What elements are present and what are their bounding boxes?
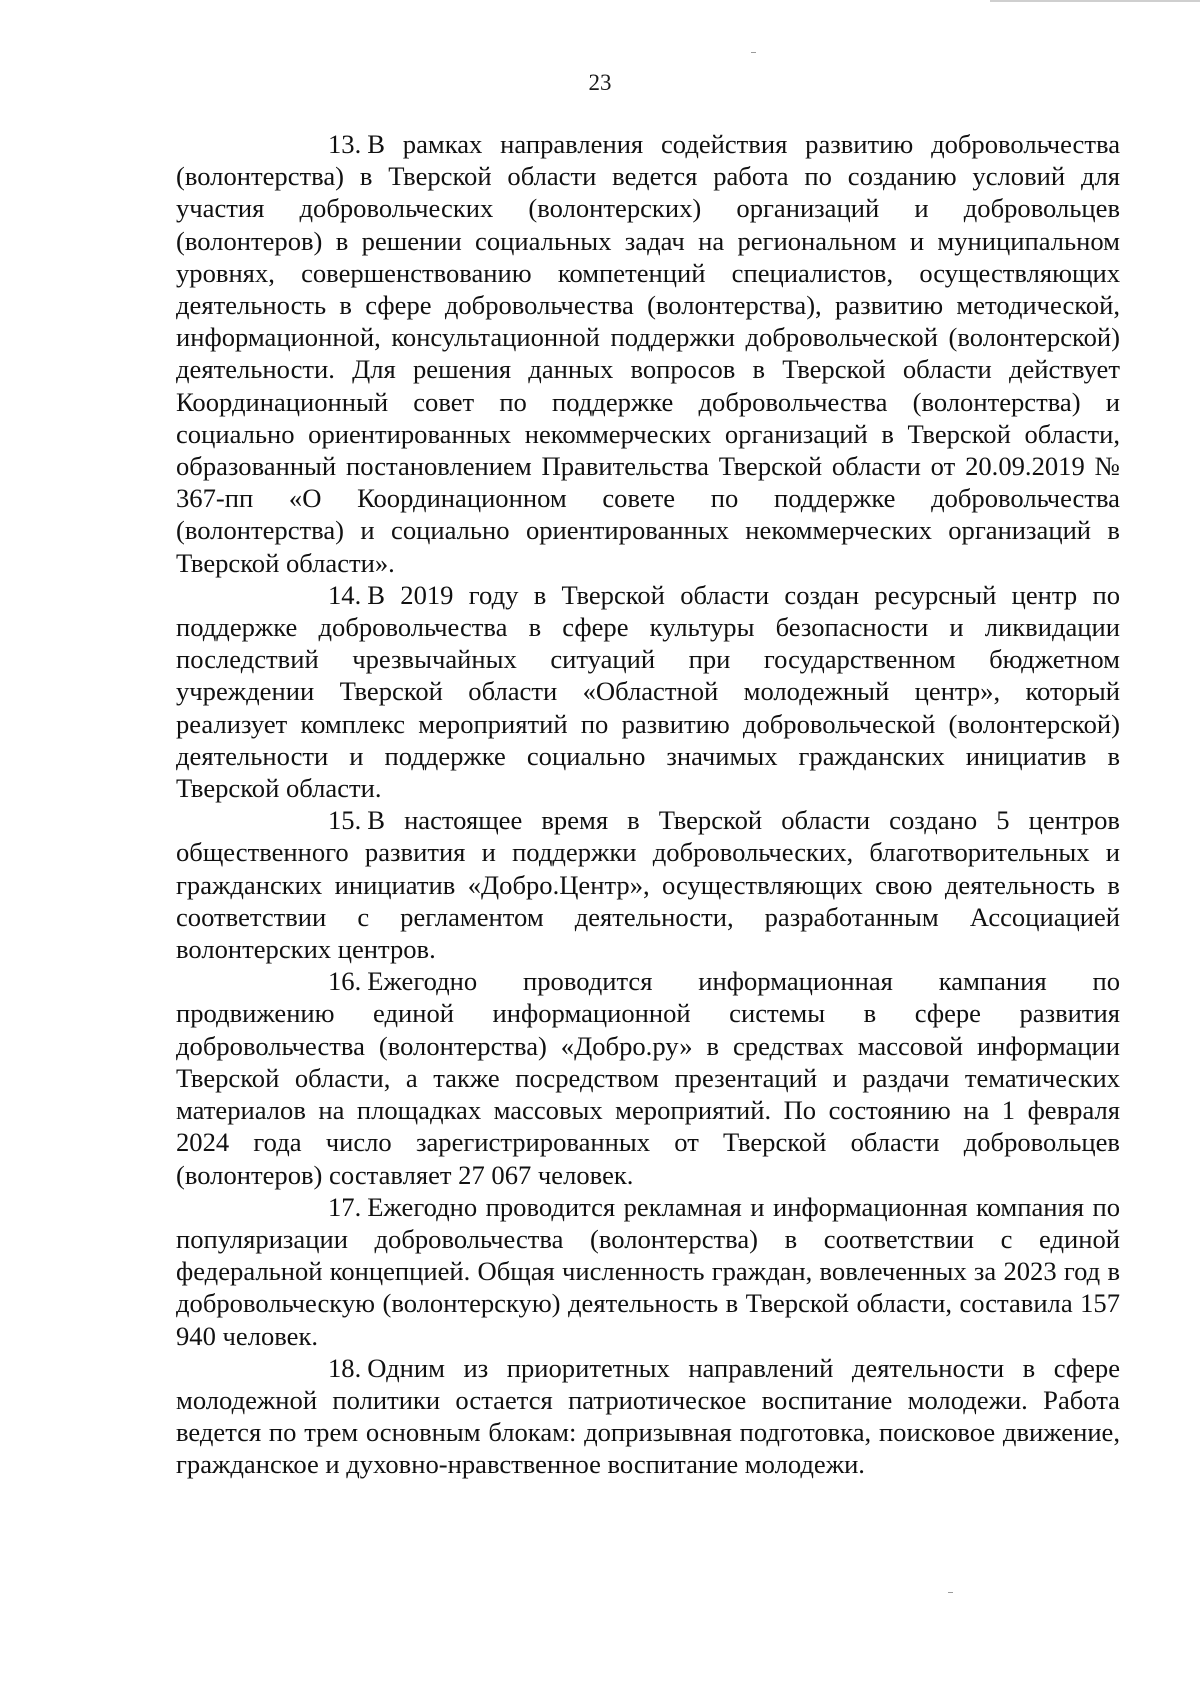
paragraph-number: 17.	[328, 1191, 362, 1222]
paragraph-number: 14.	[328, 579, 362, 610]
paragraph-16	[176, 965, 1120, 1190]
paragraph-text: Одним из приоритетных направлений деятельности в сфере молодежной политики остается патриотическое воспитание молодежи. Работа ведется по трем основным блокам: допризывная подготовка, поисковое движение, гражданское и духовно-нравственное воспитание молодежи.	[176, 1352, 1120, 1480]
scan-edge-mark	[990, 0, 1200, 2]
scan-speck	[751, 52, 756, 53]
paragraph-text: В 2019 году в Тверской области создан ресурсный центр по поддержке добровольчества в сфере культуры безопасности и ликвидации последствий чрезвычайных ситуаций при государственном бюджетном учреждении Тверской области «Областной молодежный центр», который реализует комплекс мероприятий по развитию добровольческой (волонтерской) деятельности и поддержке социально значимых гражданских инициатив в Тверской области.	[176, 579, 1120, 804]
page-number: 23	[588, 70, 612, 95]
paragraph-18	[176, 1352, 1120, 1481]
document-body	[176, 128, 1120, 1481]
paragraph-number: 15.	[328, 805, 362, 836]
scan-speck	[948, 1592, 953, 1593]
paragraph-text: В рамках направления содействия развитию добровольчества (волонтерства) в Тверской области ведется работа по созданию условий для участия добровольческих (волонтерских) организаций и добровольцев (волонтеров) в решении социальных задач на региональном и муниципальном уровнях, совершенствованию компетенций специалистов, осуществляющих деятельность в сфере добровольчества (волонтерства), развитию методической, информационной, консультационной поддержки добровольческой (волонтерской) деятельности. Для решения данных вопросов в Тверской области действует Координационный совет по поддержке добровольчества (волонтерства) и социально ориентированных некоммерческих организаций в Тверской области, образованный постановлением Правительства Тверской области от 20.09.2019 № 367-пп «О Координационном совете по поддержке добровольчества (волонтерства) и социально ориентированных некоммерческих организаций в Тверской области».	[176, 129, 1120, 578]
paragraph-14	[176, 579, 1120, 804]
paragraph-17	[176, 1191, 1120, 1352]
paragraph-text: Ежегодно проводится рекламная и информационная компания по популяризации добровольчества (волонтерства) в соответствии с единой федеральной концепцией. Общая численность граждан, вовлеченных за 2023 год в добровольческую (волонтерскую) деятельность в Тверской области, составила 157 940 человек.	[176, 1191, 1120, 1351]
paragraph-number: 18.	[328, 1352, 362, 1383]
paragraph-text: Ежегодно проводится информационная кампания по продвижению единой информационной системы в сфере развития добровольчества (волонтерства) «Добро.ру» в средствах массовой информации Тверской области, а также посредством презентаций и раздачи тематических материалов на площадках массовых мероприятий. По состоянию на 1 февраля 2024 года число зарегистрированных от Тверской области добровольцев (волонтеров) составляет 27 067 человек.	[176, 966, 1120, 1190]
paragraph-number: 16.	[328, 966, 362, 997]
paragraph-number: 13.	[328, 129, 362, 159]
paragraph-text: В настоящее время в Тверской области создано 5 центров общественного развития и поддержки добровольческих, благотворительных и гражданских инициатив «Добро.Центр», осуществляющих свою деятельность в соответствии с регламентом деятельности, разработанным Ассоциацией волонтерских центров.	[176, 805, 1120, 965]
paragraph-13	[176, 128, 1120, 579]
paragraph-15	[176, 804, 1120, 965]
